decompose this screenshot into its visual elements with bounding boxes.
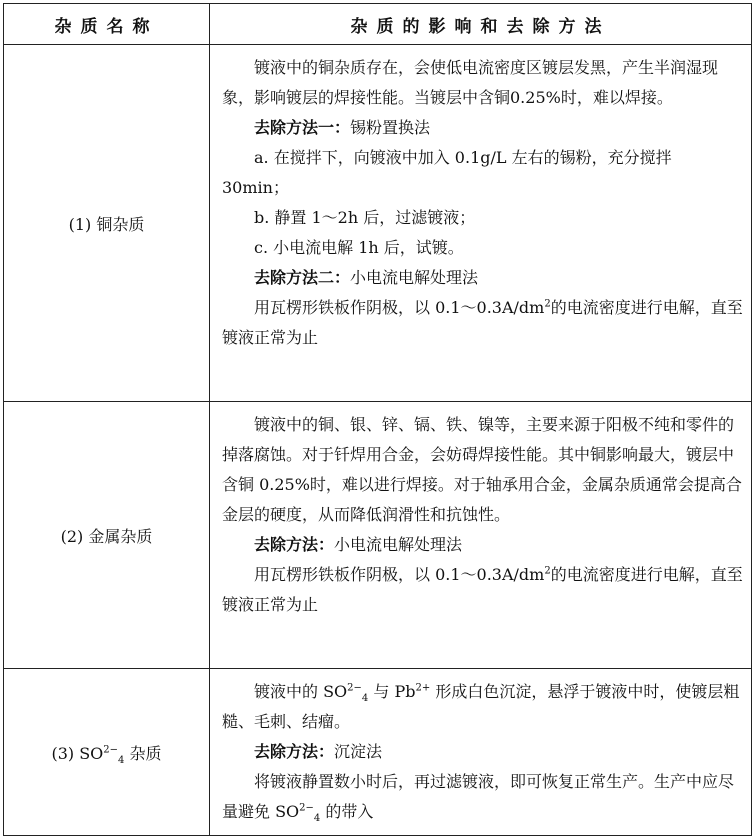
row-label-copper: (1) 铜杂质: [4, 45, 210, 402]
copper-step-a: a. 在搅拌下，向镀液中加入 0.1g/L 左右的锡粉，充分搅拌 30min；: [222, 148, 672, 197]
copper-method2: [222, 263, 743, 293]
row-label-metal: (2) 金属杂质: [4, 402, 210, 669]
method2-title: 去除方法二：: [254, 268, 351, 287]
method1-title: 去除方法一：: [254, 118, 351, 137]
copper-step-c: c. 小电流电解 1h 后，试镀。: [254, 238, 464, 257]
copper-method1: [222, 113, 743, 143]
table-row: [4, 402, 752, 669]
table-row: [4, 45, 752, 402]
copper-method2-text: 用瓦楞形铁板作阴极，以 $0.1\sim 0.3A/dm^2$的电流密度进行电解，直至镀液正常为止: [222, 298, 743, 347]
metal-method-name: 小电流电解处理法: [334, 535, 463, 554]
sulfate-method-text: 将镀液静置数小时后，再过滤镀液，即可恢复正常生产。生产中应尽量避免 $SO^{2-}_4$ 的带入: [222, 772, 735, 825]
metal-effect: 镀液中的铜、银、锌、镉、铁、镍等，主要来源于阳极不纯和零件的掉落腐蚀。对于钎焊用合金，会妨碍焊接性能。其中铜影响最大，镀层中含铜 0.25%时，难以进行焊接。对于轴承用合金，金属杂质通常会提高合金层的硬度，从而降低润滑性和抗蚀性。: [222, 415, 742, 524]
header-row: [4, 4, 752, 45]
method1-name: 锡粉置换法: [350, 118, 431, 137]
metal-method-title: 去除方法：: [254, 535, 335, 554]
header-impurity-name: 杂质名称: [4, 4, 210, 45]
sulfate-method-title: 去除方法：: [254, 742, 335, 761]
metal-method-text: 用瓦楞形铁板作阴极，以 $0.1\sim 0.3A/dm^2$的电流密度进行电解，直至镀液正常为止: [222, 565, 743, 614]
impurity-table: [3, 3, 752, 836]
copper-step-b: b. 静置 1～2h 后，过滤镀液；: [254, 208, 476, 227]
table-row: [4, 669, 752, 836]
row-content-sulfate: [210, 669, 752, 836]
row-content-metal: [210, 402, 752, 669]
sulfate-method-name: 沉淀法: [334, 742, 383, 761]
copper-effect: 镀液中的铜杂质存在，会使低电流密度区镀层发黑，产生半润湿现象，影响镀层的焊接性能。当镀层中含铜0.25%时，难以焊接。: [222, 58, 719, 107]
sulfate-effect: 镀液中的 $SO^{2-}_4$ 与 $Pb^{2+}$ 形成白色沉淀，悬浮于镀液中时，使镀层粗糙、毛刺、结瘤。: [222, 682, 740, 731]
row-content-copper: [210, 45, 752, 402]
metal-method: [222, 530, 743, 560]
header-effect-and-removal: 杂质的影响和去除方法: [210, 4, 752, 45]
method2-name: 小电流电解处理法: [350, 268, 479, 287]
row-label-sulfate: (3) $SO^{2-}_4$ 杂质: [4, 669, 210, 836]
sulfate-method: [222, 737, 743, 767]
